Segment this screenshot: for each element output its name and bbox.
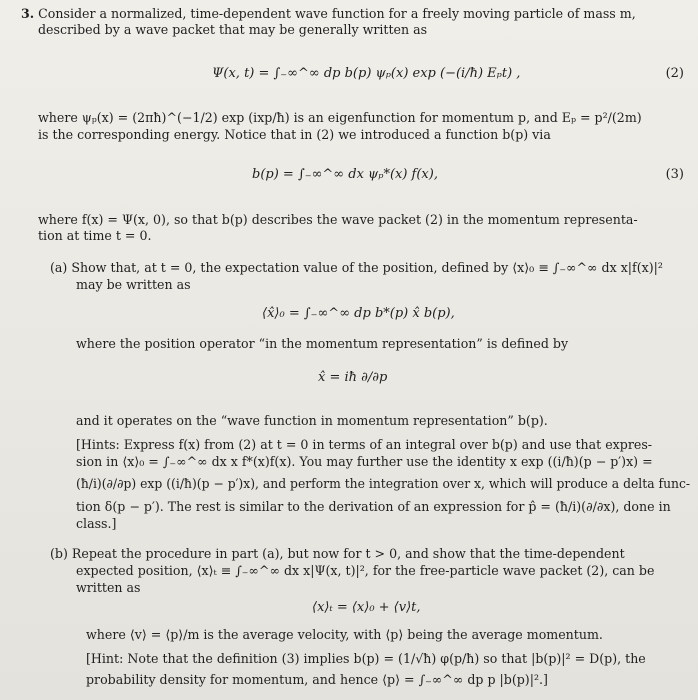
problem-intro-line-1: 3. Consider a normalized, time-dependent wave function for a freely moving particle of mass m, — [21, 6, 636, 21]
part-b-line-4: where ⟨v⟩ = ⟨p⟩/m is the average velocity, with ⟨p⟩ being the average momentum. — [86, 627, 603, 642]
part-a-hint-1: [Hints: Express f(x) from (2) at t = 0 in terms of an integral over b(p) and use that expres- — [76, 437, 653, 452]
eigenfunction-line-2: is the corresponding energy. Notice that in (2) we introduced a function b(p) via — [38, 127, 551, 142]
part-b-equation: ⟨x⟩ₜ = ⟨x⟩₀ + ⟨v⟩t, — [312, 600, 421, 615]
problem-number: 3. — [21, 6, 35, 21]
part-b-hint-1: [Hint: Note that the definition (3) implies b(p) = (1/√ħ) φ(p/ħ) so that |b(p)|² = D(p), the — [86, 651, 646, 666]
fx-definition-line-1: where f(x) = Ψ(x, 0), so that b(p) describes the wave packet (2) in the momentum representa- — [38, 212, 638, 227]
part-a-line-3: where the position operator “in the momentum representation” is defined by — [76, 336, 569, 351]
part-a-equation: ⟨x̂⟩₀ = ∫₋∞^∞ dp b*(p) x̂ b(p), — [262, 306, 455, 321]
position-operator-equation: x̂ = iħ ∂/∂p — [318, 370, 388, 385]
part-b-line-2: expected position, ⟨x⟩ₜ ≡ ∫₋∞^∞ dx x|Ψ(x, t)|², for the free-particle wave packet (2), can be — [76, 563, 655, 578]
problem-intro-line-2: described by a wave packet that may be generally written as — [38, 22, 428, 37]
eigenfunction-line-1: where ψₚ(x) = (2πħ)^(−1/2) exp (ixp/ħ) is an eigenfunction for momentum p, and Eₚ = p²/(2m) — [38, 110, 642, 125]
part-a-hint-5: class.] — [76, 516, 117, 531]
part-a-hint-4: tion δ(p − p′). The rest is similar to the derivation of an expression for p̂ = (ħ/i)(∂/∂x), done in — [76, 499, 671, 514]
fx-definition-line-2: tion at time t = 0. — [38, 228, 152, 243]
equation-2-number: (2) — [665, 66, 684, 81]
part-a-line-2: may be written as — [76, 277, 191, 292]
part-a-hint-2: sion in ⟨x⟩₀ = ∫₋∞^∞ dx x f*(x)f(x). You may further use the identity x exp ((i/ħ)(p − p′)x) = — [76, 454, 653, 469]
part-a-line-4: and it operates on the “wave function in momentum representation” b(p). — [76, 413, 548, 428]
equation-2: Ψ(x, t) = ∫₋∞^∞ dp b(p) ψₚ(x) exp (−(i/ħ) Eₚt) , — [212, 66, 521, 81]
part-b-line-3: written as — [76, 580, 141, 595]
equation-3: b(p) = ∫₋∞^∞ dx ψₚ*(x) f(x), — [252, 167, 438, 182]
equation-3-number: (3) — [665, 167, 684, 182]
part-b-hint-2: probability density for momentum, and hence ⟨p⟩ = ∫₋∞^∞ dp p |b(p)|².] — [86, 672, 548, 687]
part-a-line-1: (a) Show that, at t = 0, the expectation value of the position, defined by ⟨x⟩₀ ≡ ∫₋∞^∞ dx x|f(x)|² — [50, 260, 663, 275]
part-a-hint-3: (ħ/i)(∂/∂p) exp ((i/ħ)(p − p′)x), and perform the integration over x, which will produce a delta func- — [76, 476, 691, 491]
part-b-line-1: (b) Repeat the procedure in part (a), but now for t > 0, and show that the time-dependent — [50, 546, 625, 561]
